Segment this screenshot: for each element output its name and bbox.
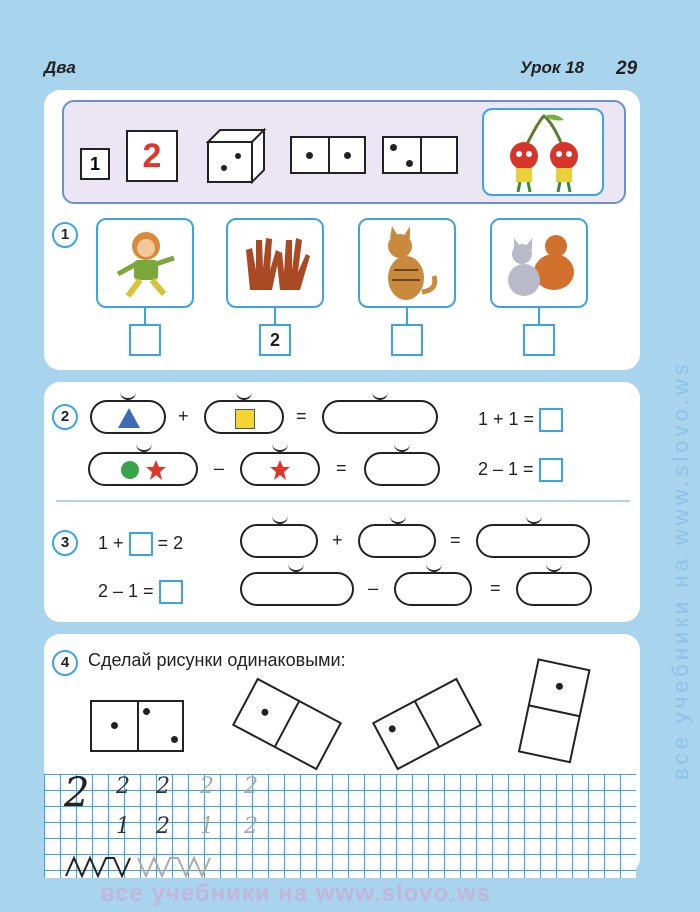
- task1-picture-1: [96, 218, 194, 308]
- domino-tilted-2: [368, 676, 486, 772]
- task3-equation-2: [98, 580, 183, 604]
- empty-set-2[interactable]: [364, 452, 440, 486]
- cat-and-dog-icon: [492, 220, 586, 306]
- trace-digit: 2: [156, 774, 170, 799]
- equation-1-answer[interactable]: [539, 408, 563, 432]
- equation-1: [478, 408, 563, 432]
- task3-set-1[interactable]: [240, 524, 318, 558]
- trace-digit: 1: [200, 814, 214, 839]
- domino-sample: [90, 700, 184, 752]
- divider: [56, 500, 630, 502]
- gloves-icon: [228, 220, 322, 306]
- task3-eq1-a: 1 +: [98, 532, 124, 553]
- cherries-picture: [482, 108, 604, 196]
- equation-2-answer[interactable]: [539, 458, 563, 482]
- answer-box-4[interactable]: [523, 324, 555, 356]
- die-icon: [204, 126, 268, 186]
- task1-picture-3: [358, 218, 456, 308]
- cat-icon: [360, 220, 454, 306]
- small-number-card: 1: [80, 148, 110, 180]
- domino-1-1: [290, 136, 366, 174]
- task3-equation-1: [98, 532, 183, 556]
- task3-set-6[interactable]: [516, 572, 592, 606]
- domino-tilted-3: [500, 652, 610, 772]
- trace-digit: 2: [116, 774, 130, 799]
- square-shape: [235, 409, 255, 429]
- page-number: 29: [616, 58, 638, 79]
- big-number-card: 2: [126, 130, 178, 182]
- plus-sign-3: +: [332, 530, 343, 550]
- circle-star-shapes: [118, 458, 174, 482]
- zigzag-pattern: [64, 854, 254, 878]
- set-circle-star: [88, 452, 198, 486]
- watermark-bottom: все учебники на www.slovo.ws: [100, 880, 491, 907]
- task-4-instruction: Сделай рисунки одинаковыми:: [88, 650, 346, 670]
- trace-digit: 1: [116, 814, 130, 839]
- big-digit-sample: 2: [64, 770, 90, 816]
- trace-digit: 2: [156, 814, 170, 839]
- lesson-label: Урок 18: [520, 58, 585, 77]
- task3-eq1-b: = 2: [157, 532, 184, 553]
- minus-sign: –: [214, 458, 225, 478]
- trace-digit: 2: [244, 814, 258, 839]
- equation-1-text: 1 + 1 =: [478, 408, 535, 429]
- connector: [406, 308, 408, 324]
- trace-digit: 2: [200, 774, 214, 799]
- equation-2-text: 2 – 1 =: [478, 458, 534, 479]
- task1-picture-2: [226, 218, 324, 308]
- answer-box-3[interactable]: [391, 324, 423, 356]
- domino-tilted-1: [228, 676, 346, 772]
- domino-2-0: [382, 136, 458, 174]
- task-4-number: 4: [52, 650, 78, 676]
- page-section-title: Два: [44, 58, 76, 77]
- equals-sign-2: =: [336, 458, 347, 478]
- triangle-shape: [116, 406, 142, 430]
- connector: [144, 308, 146, 324]
- task3-eq1-answer[interactable]: [129, 532, 153, 556]
- set-star: [240, 452, 320, 486]
- elf-icon: [98, 220, 192, 306]
- star-shape: [268, 458, 292, 482]
- task3-set-3[interactable]: [476, 524, 590, 558]
- connector: [274, 308, 276, 324]
- task3-set-2[interactable]: [358, 524, 436, 558]
- task-2-number: 2: [52, 404, 78, 430]
- task-3-number: 3: [52, 530, 78, 556]
- task-1-number: 1: [52, 222, 78, 248]
- task3-eq2-answer[interactable]: [159, 580, 183, 604]
- set-square: [204, 400, 284, 434]
- connector: [538, 308, 540, 324]
- trace-digit: 2: [244, 774, 258, 799]
- watermark-vertical: все учебники на www.slovo.ws: [668, 360, 693, 780]
- equals-sign-3: =: [450, 530, 461, 550]
- equation-2: [478, 458, 563, 482]
- plus-sign: +: [178, 406, 189, 426]
- equals-sign: =: [296, 406, 307, 426]
- task1-picture-4: [490, 218, 588, 308]
- cherries-icon: [484, 110, 602, 194]
- empty-set[interactable]: [322, 400, 438, 434]
- task3-eq2-text: 2 – 1 =: [98, 580, 154, 601]
- answer-box-2[interactable]: 2: [259, 324, 291, 356]
- set-triangle: [90, 400, 166, 434]
- minus-sign-3: –: [368, 578, 379, 598]
- answer-box-1[interactable]: [129, 324, 161, 356]
- task3-set-5[interactable]: [394, 572, 472, 606]
- task3-set-4[interactable]: [240, 572, 354, 606]
- equals-sign-4: =: [490, 578, 501, 598]
